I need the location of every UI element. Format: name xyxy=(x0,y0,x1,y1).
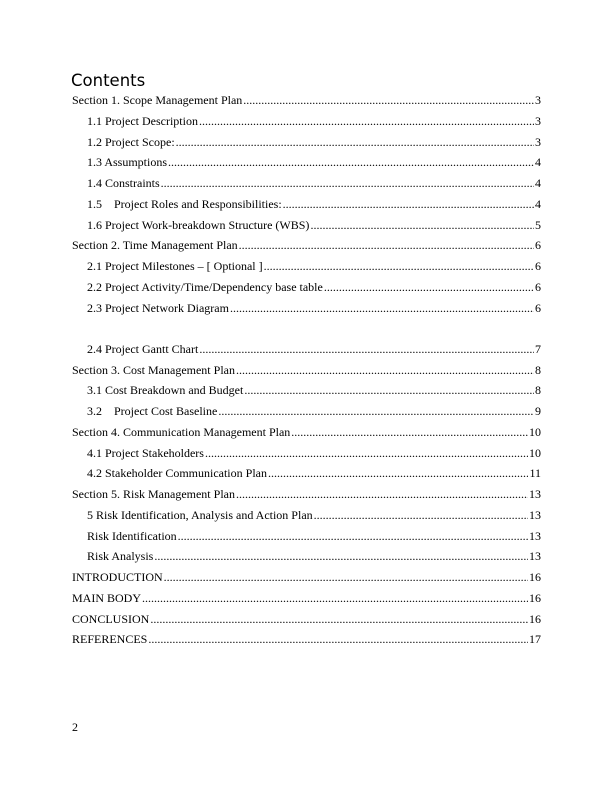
toc-entry-label: 4.1 Project Stakeholders xyxy=(87,443,205,464)
toc-entry-3-1[interactable] xyxy=(72,380,541,401)
toc-entry-page: 8 xyxy=(534,360,541,381)
dot-leader xyxy=(168,152,534,173)
dot-leader xyxy=(178,526,528,547)
toc-entry-2-2[interactable] xyxy=(72,277,541,298)
toc-entry-label: INTRODUCTION xyxy=(72,567,164,588)
dot-leader xyxy=(218,401,534,422)
toc-entry-section-1[interactable] xyxy=(72,90,541,111)
toc-entry-page: 4 xyxy=(534,194,541,215)
toc-entry-4-1[interactable] xyxy=(72,443,541,464)
toc-entry-page: 3 xyxy=(534,90,541,111)
toc-entry-risk-identification[interactable] xyxy=(72,526,541,547)
dot-leader xyxy=(164,567,528,588)
toc-entry-page: 13 xyxy=(528,484,541,505)
toc-entry-introduction[interactable] xyxy=(72,567,541,588)
toc-entry-label: 1.1 Project Description xyxy=(87,111,199,132)
toc-entry-label: CONCLUSION xyxy=(72,609,150,630)
dot-leader xyxy=(324,277,534,298)
dot-leader xyxy=(205,443,528,464)
toc-entry-label: 5 Risk Identification, Analysis and Action Plan xyxy=(87,505,314,526)
toc-entry-1-1[interactable] xyxy=(72,111,541,132)
toc-entry-page: 16 xyxy=(528,567,541,588)
toc-entry-2-4[interactable] xyxy=(72,339,541,360)
toc-entry-page: 6 xyxy=(534,235,541,256)
toc-entry-label: 1.6 Project Work-breakdown Structure (WBS) xyxy=(87,215,310,236)
toc-entry-conclusion[interactable] xyxy=(72,609,541,630)
toc-entry-page: 6 xyxy=(534,298,541,319)
toc-entry-5-risk-plan[interactable] xyxy=(72,505,541,526)
toc-entry-page: 7 xyxy=(534,339,541,360)
toc-entry-label: Risk Identification xyxy=(87,526,178,547)
toc-entry-label: 1.5 Project Roles and Responsibilities: xyxy=(87,194,283,215)
toc-entry-label: REFERENCES xyxy=(72,629,148,650)
toc-entry-page: 4 xyxy=(534,173,541,194)
dot-leader xyxy=(154,546,528,567)
dot-leader xyxy=(236,360,534,381)
dot-leader xyxy=(199,339,534,360)
dot-leader xyxy=(199,111,534,132)
toc-entry-1-2[interactable] xyxy=(72,132,541,153)
toc-entry-section-5[interactable] xyxy=(72,484,541,505)
toc-entry-label: Section 5. Risk Management Plan xyxy=(72,484,236,505)
toc-entry-label: Section 1. Scope Management Plan xyxy=(72,90,243,111)
dot-leader xyxy=(310,215,534,236)
toc-entry-4-2[interactable] xyxy=(72,463,541,484)
toc-entry-page: 10 xyxy=(528,422,541,443)
toc-entry-references[interactable] xyxy=(72,629,541,650)
toc-entry-2-1[interactable] xyxy=(72,256,541,277)
toc-entry-label: 1.3 Assumptions xyxy=(87,152,168,173)
dot-leader xyxy=(264,256,534,277)
toc-entry-label: 2.3 Project Network Diagram xyxy=(87,298,230,319)
toc-entry-label: Section 4. Communication Management Plan xyxy=(72,422,291,443)
toc-entry-page: 6 xyxy=(534,277,541,298)
toc-entry-label: Risk Analysis xyxy=(87,546,154,567)
toc-entry-page: 4 xyxy=(534,152,541,173)
toc-entry-page: 10 xyxy=(528,443,541,464)
toc-entry-page: 9 xyxy=(534,401,541,422)
toc-entry-page: 13 xyxy=(528,526,541,547)
toc-entry-page: 13 xyxy=(528,505,541,526)
toc-entry-section-3[interactable] xyxy=(72,360,541,381)
toc-entry-page: 11 xyxy=(528,463,541,484)
toc-entry-risk-analysis[interactable] xyxy=(72,546,541,567)
page-number: 2 xyxy=(72,720,78,734)
toc-entry-label: Section 2. Time Management Plan xyxy=(72,235,239,256)
toc-entry-1-5[interactable] xyxy=(72,194,541,215)
dot-leader xyxy=(148,629,528,650)
toc-entry-3-2[interactable] xyxy=(72,401,541,422)
toc-entry-page: 3 xyxy=(534,111,541,132)
toc-entry-1-4[interactable] xyxy=(72,173,541,194)
toc-entry-main-body[interactable] xyxy=(72,588,541,609)
toc-title: Contents xyxy=(71,71,146,90)
toc-entry-label: 3.1 Cost Breakdown and Budget xyxy=(87,380,244,401)
table-of-contents xyxy=(72,90,541,650)
toc-entry-page: 17 xyxy=(528,629,541,650)
toc-entry-1-6[interactable] xyxy=(72,215,541,236)
toc-entry-label: Section 3. Cost Management Plan xyxy=(72,360,236,381)
toc-entry-label: 4.2 Stakeholder Communication Plan xyxy=(87,463,268,484)
dot-leader xyxy=(236,484,528,505)
toc-entry-page: 3 xyxy=(534,132,541,153)
toc-entry-page: 6 xyxy=(534,256,541,277)
dot-leader xyxy=(268,463,528,484)
toc-entry-2-3[interactable] xyxy=(72,298,541,319)
dot-leader xyxy=(283,194,534,215)
dot-leader xyxy=(176,132,534,153)
dot-leader xyxy=(161,173,534,194)
toc-entry-label: 2.4 Project Gantt Chart xyxy=(87,339,199,360)
toc-entry-label: 2.2 Project Activity/Time/Dependency base table xyxy=(87,277,324,298)
toc-entry-section-4[interactable] xyxy=(72,422,541,443)
toc-entry-page: 16 xyxy=(528,609,541,630)
dot-leader xyxy=(243,90,534,111)
toc-entry-page: 16 xyxy=(528,588,541,609)
toc-entry-section-2[interactable] xyxy=(72,235,541,256)
toc-entry-label: 3.2 Project Cost Baseline xyxy=(87,401,218,422)
toc-entry-label: 1.4 Constraints xyxy=(87,173,161,194)
toc-entry-label: MAIN BODY xyxy=(72,588,142,609)
dot-leader xyxy=(244,380,534,401)
toc-entry-page: 8 xyxy=(534,380,541,401)
dot-leader xyxy=(150,609,528,630)
dot-leader xyxy=(314,505,528,526)
dot-leader xyxy=(142,588,528,609)
toc-entry-page: 5 xyxy=(534,215,541,236)
toc-entry-label: 1.2 Project Scope: xyxy=(87,132,176,153)
toc-entry-label: 2.1 Project Milestones – [ Optional ] xyxy=(87,256,264,277)
dot-leader xyxy=(291,422,528,443)
dot-leader xyxy=(230,298,534,319)
dot-leader xyxy=(239,235,534,256)
toc-entry-1-3[interactable] xyxy=(72,152,541,173)
toc-entry-page: 13 xyxy=(528,546,541,567)
